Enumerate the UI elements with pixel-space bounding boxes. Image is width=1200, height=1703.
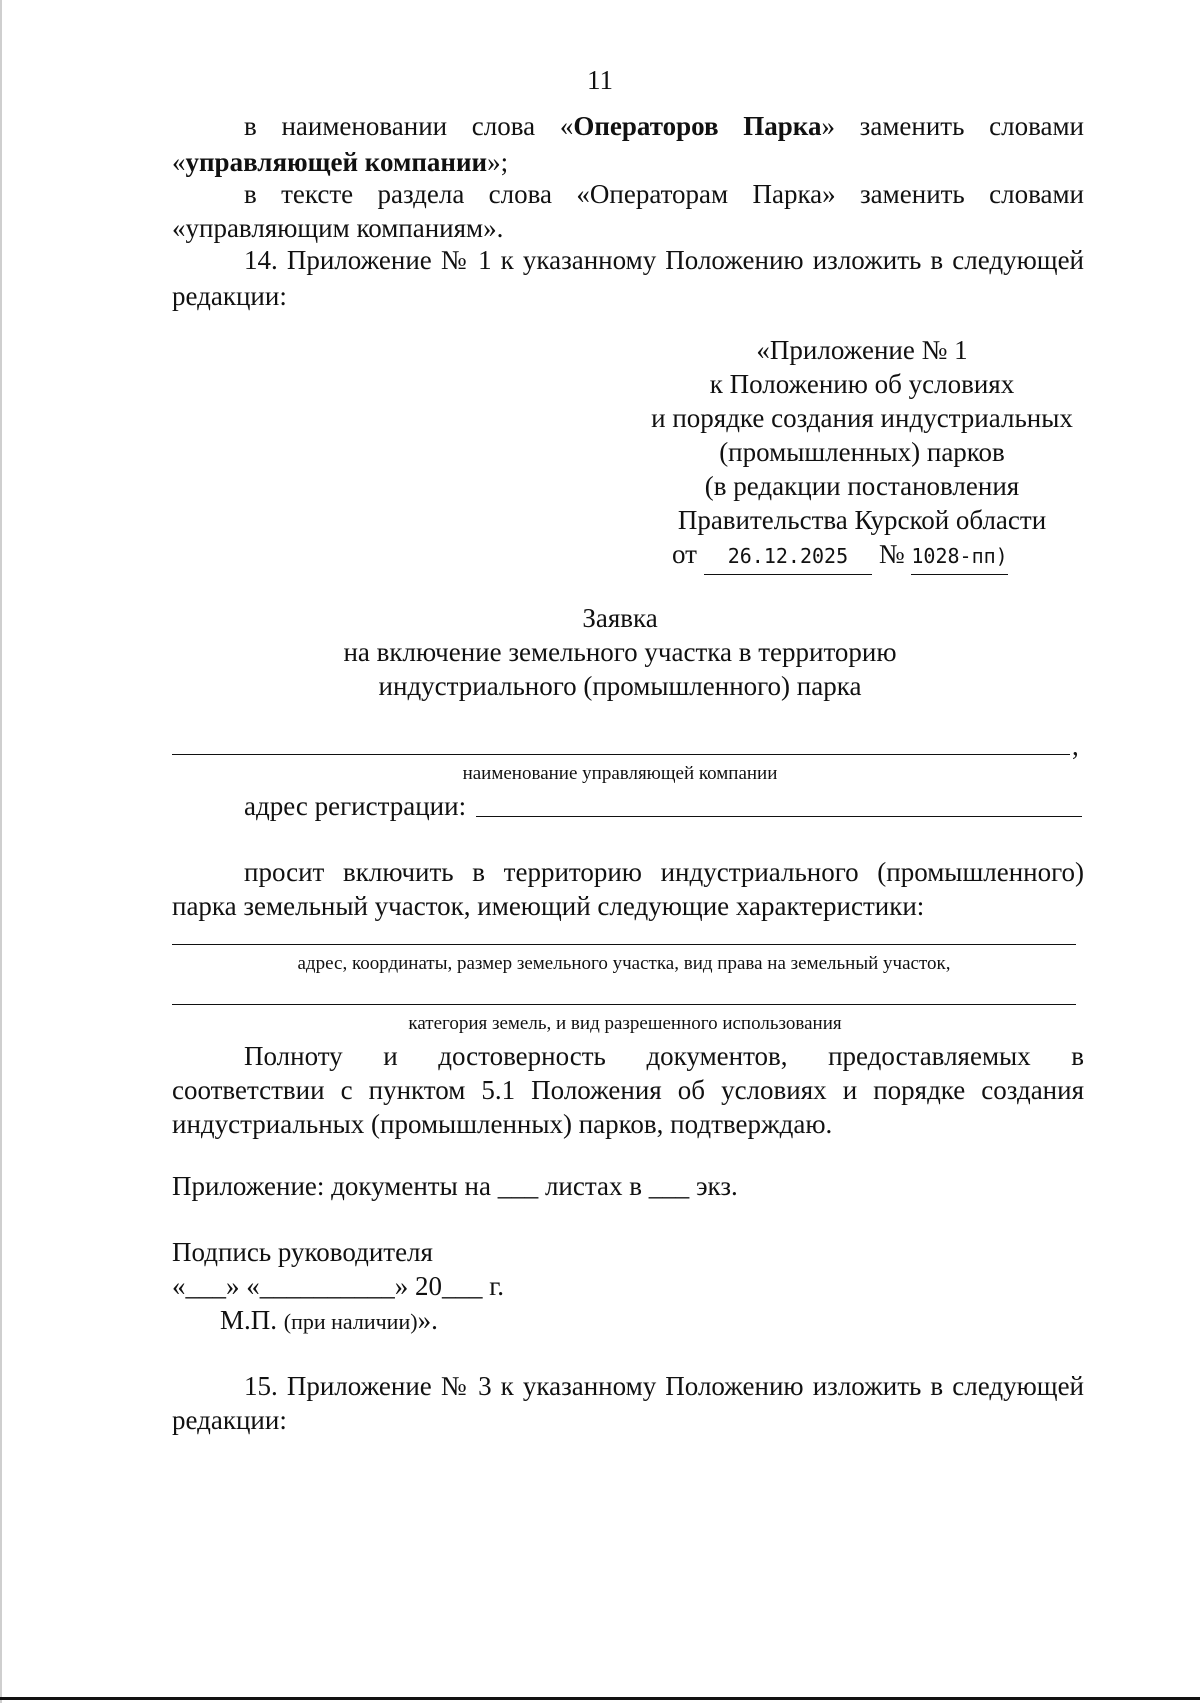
text: » заменить словами: [821, 111, 1084, 141]
trailing-comma: ,: [1072, 731, 1079, 761]
plot-characteristics-blank-line2: [172, 1004, 1076, 1005]
completeness-line2: соответствии с пунктом 5.1 Положения об условиях и порядке создания: [172, 1075, 1084, 1105]
application-title-line1: Заявка: [582, 603, 658, 633]
year-blank: ___: [442, 1271, 483, 1301]
text: «: [172, 147, 186, 177]
paragraph-name-replacement-line2: [172, 144, 508, 180]
appendix-header-line2: к Положению об условиях: [709, 369, 1015, 399]
appendix-header-date-line: [672, 536, 1008, 575]
stamp-label: М.П.: [220, 1305, 278, 1335]
stamp-note: (при наличии): [283, 1309, 418, 1334]
resolution-date: 26.12.2025: [704, 538, 872, 575]
stamp-close: ».: [417, 1305, 438, 1335]
item-15-line1: 15. Приложение № 3 к указанному Положению изложить в следующей: [244, 1371, 1084, 1401]
signature-date-line: [172, 1268, 504, 1304]
application-title-line3: индустриального (промышленного) парка: [378, 671, 862, 701]
appendix-header-line5: (в редакции постановления: [704, 471, 1020, 501]
registration-address-blank-line: [476, 816, 1082, 817]
paragraph-name-replacement-line1: [244, 108, 1084, 144]
item-15-line2: редакции:: [172, 1405, 287, 1435]
paragraph-section-replacement-line1: в тексте раздела слова «Операторам Парка» заменить словами: [244, 179, 1084, 209]
request-line2: парка земельный участок, имеющий следующие характеристики:: [172, 891, 925, 921]
paragraph-section-replacement-line2: «управляющим компаниям».: [172, 213, 504, 243]
text: » «: [226, 1271, 260, 1301]
attachment-post: экз.: [695, 1171, 738, 1201]
completeness-line3: индустриальных (промышленных) парков, подтверждаю.: [172, 1109, 833, 1139]
text: » 20: [394, 1271, 442, 1301]
sheets-blank: ___: [497, 1171, 539, 1201]
text: »;: [487, 147, 509, 177]
appendix-header-line1: «Приложение № 1: [756, 335, 968, 365]
plot-characteristics-blank-line1: [172, 944, 1076, 945]
day-blank: ___: [185, 1271, 226, 1301]
copies-blank: ___: [648, 1171, 690, 1201]
text: «: [172, 1271, 186, 1301]
text: в наименовании слова «: [244, 111, 574, 141]
plot-caption2: категория земель, и вид разрешенного использования: [408, 1013, 842, 1034]
attachment-mid: листах в: [544, 1171, 642, 1201]
scan-edge-bottom: [0, 1697, 1200, 1700]
scan-edge-left: [0, 0, 2, 1703]
item-14-line1: 14. Приложение № 1 к указанному Положению изложить в следующей: [244, 245, 1084, 275]
bold-management-company: управляющей компании: [185, 147, 488, 177]
page-number: 11: [587, 65, 613, 95]
appendix-header-line3: и порядке создания индустриальных: [651, 403, 1073, 433]
from-label: от: [672, 539, 697, 569]
stamp-line: [220, 1302, 438, 1338]
number-label: №: [878, 539, 905, 569]
request-line1: просит включить в территорию индустриального (промышленного): [244, 857, 1084, 887]
completeness-line1: Полноту и достоверность документов, предоставляемых в: [244, 1041, 1084, 1071]
attachment-line: [172, 1168, 738, 1204]
year-suffix: г.: [489, 1271, 505, 1301]
appendix-header-line4: (промышленных) парков: [719, 437, 1005, 467]
company-name-blank-line: [172, 754, 1070, 755]
attachment-pre: Приложение: документы на: [172, 1171, 491, 1201]
resolution-number: 1028-пп): [911, 538, 1007, 575]
signature-label: Подпись руководителя: [172, 1237, 433, 1267]
bold-operators-park: Операторов Парка: [573, 111, 822, 141]
company-name-caption: наименование управляющей компании: [462, 763, 778, 784]
registration-address-label: адрес регистрации:: [244, 791, 467, 821]
application-title-line2: на включение земельного участка в территорию: [343, 637, 897, 667]
month-blank: __________: [259, 1271, 395, 1301]
plot-caption1: адрес, координаты, размер земельного участка, вид права на земельный участок,: [297, 953, 951, 974]
appendix-header-line6: Правительства Курской области: [677, 505, 1047, 535]
item-14-line2: редакции:: [172, 281, 287, 311]
